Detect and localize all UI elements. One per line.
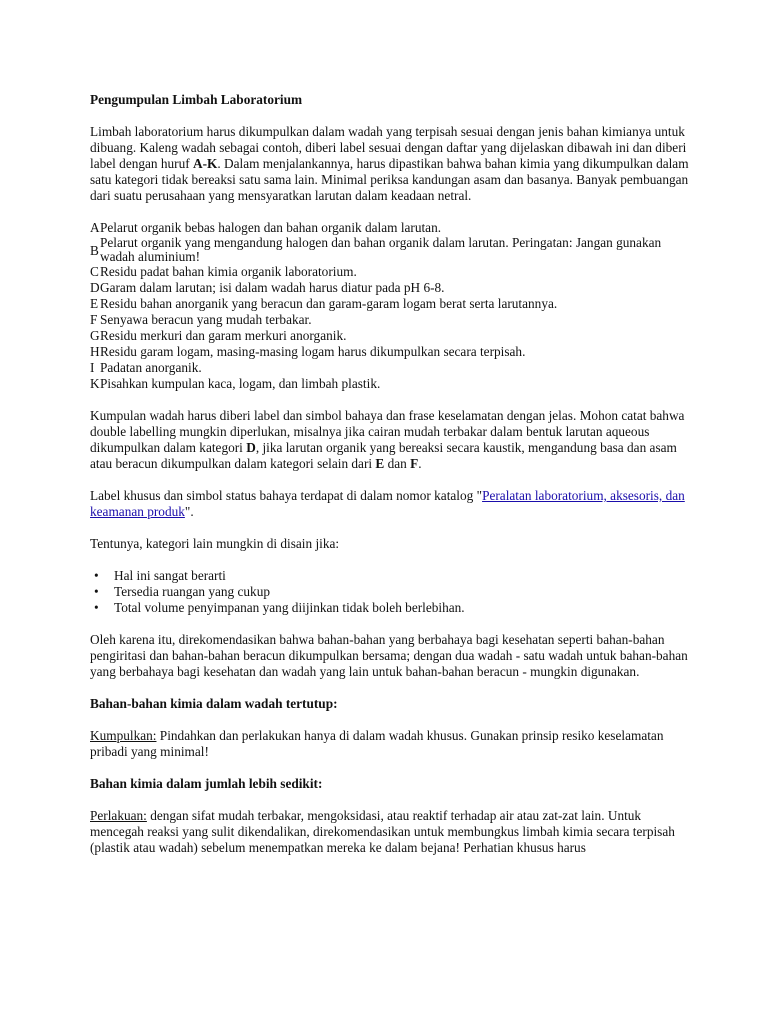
intro-paragraph: Limbah laboratorium harus dikumpulkan dalam wadah yang terpisah sesuai dengan jenis bahan kimianya untuk dibuang. Kaleng wadah sebagai contoh, diberi label sesuai dengan daftar yang dijelaskan dibawah ini dan diberi label dengan huruf A-K. Dalam menjalankannya, harus dipastikan bahwa bahan kimia yang dikumpulkan dalam satu kategori tidak bereaksi satu sama lain. Minimal periksa kandungan asam dan basanya. Banyak pembuangan dari suatu perusahaan yang mensyaratkan larutan dalam keadaan netral.	[90, 124, 689, 203]
list-item: • Hal ini sangat berarti	[114, 568, 690, 584]
collect-label: Kumpulkan:	[90, 728, 157, 743]
collect-paragraph: Kumpulkan: Pindahkan dan perlakukan hanya di dalam wadah khusus. Gunakan prinsip resiko keselamatan pribadi yang minimal!	[90, 728, 664, 759]
category-item-d	[90, 280, 690, 296]
category-letter: A	[90, 220, 100, 235]
category-text: Residu merkuri dan garam merkuri anorganik.	[100, 328, 347, 343]
category-range: A-K	[193, 156, 218, 171]
other-categories-intro: Tentunya, kategori lain mungkin di disain jika:	[90, 536, 340, 551]
small-quantities-heading: Bahan kimia dalam jumlah lebih sedikit:	[90, 776, 323, 791]
recommendation-paragraph: Oleh karena itu, direkomendasikan bahwa bahan-bahan yang berbahaya bagi kesehatan seperti bahan-bahan pengiritasi dan bahan-bahan beracun dikumpulkan bersama; dengan dua wadah - satu wadah untuk bahan-bahan yang berbahaya bagi kesehatan dan wadah yang lain untuk bahan-bahan beracun - mungkin digunakan.	[90, 632, 688, 679]
category-letter: G	[90, 328, 100, 343]
category-text: Pisahkan kumpulan kaca, logam, dan limbah plastik.	[100, 376, 381, 391]
category-text: Garam dalam larutan; isi dalam wadah harus diatur pada pH 6-8.	[100, 280, 445, 295]
category-text: Padatan anorganik.	[100, 360, 202, 375]
labeling-paragraph: Kumpulan wadah harus diberi label dan simbol bahaya dan frase keselamatan dengan jelas. Mohon catat bahwa double labelling mungkin diperlukan, misalnya jika cairan mudah terbakar dalam bentuk larutan aqueous dikumpulkan dalam kategori D, jika larutan organik yang bereaksi secara kaustik, mengandung basa dan asam atau beracun dikumpulkan dalam kategori selain dari E dan F.	[90, 408, 685, 471]
document-page	[90, 92, 690, 872]
category-letter: E	[90, 296, 99, 311]
category-item-a	[90, 220, 690, 236]
category-text: Pelarut organik bebas halogen dan bahan organik dalam larutan.	[100, 220, 442, 235]
category-item-g	[90, 328, 690, 344]
category-e-ref: E	[375, 456, 385, 471]
category-text: Senyawa beracun yang mudah terbakar.	[100, 312, 312, 327]
category-item-k	[90, 376, 690, 392]
category-f-ref: F	[410, 456, 419, 471]
category-item-e	[90, 296, 690, 312]
category-letter: D	[90, 280, 100, 295]
category-letter: H	[90, 344, 100, 359]
catalog-paragraph: Label khusus dan simbol status bahaya terdapat di dalam nomor katalog "Peralatan laboratorium, aksesoris, dan keamanan produk".	[90, 488, 685, 519]
category-item-f	[90, 312, 690, 328]
category-letter: K	[90, 376, 100, 391]
list-item: • Total volume penyimpanan yang diijinkan tidak boleh berlebihan.	[114, 600, 690, 616]
page-title: Pengumpulan Limbah Laboratorium	[90, 92, 303, 107]
category-text: Residu bahan anorganik yang beracun dan garam-garam logam berat serta larutannya.	[100, 296, 558, 311]
category-letter: F	[90, 312, 98, 327]
catalog-link[interactable]: Peralatan laboratorium, aksesoris, dan keamanan produk	[90, 488, 685, 519]
treatment-paragraph: Perlakuan: dengan sifat mudah terbakar, mengoksidasi, atau reaktif terhadap air atau zat-zat lain. Untuk mencegah reaksi yang sulit dikendalikan, direkomendasikan untuk membungkus limbah kimia secara terpisah (plastik atau wadah) sebelum menempatkan mereka ke dalam bejana! Perhatian khusus harus	[90, 808, 675, 855]
category-letter: I	[90, 360, 95, 375]
conditions-list	[90, 568, 690, 616]
category-item-b	[90, 236, 690, 264]
category-text: Pelarut organik yang mengandung halogen dan bahan organik dalam larutan. Peringatan: Jangan gunakan wadah aluminium!	[100, 235, 662, 264]
list-item: • Tersedia ruangan yang cukup	[114, 584, 690, 600]
category-letter: B	[90, 243, 99, 258]
category-item-c	[90, 264, 690, 280]
category-letter: C	[90, 264, 99, 279]
category-text: Residu garam logam, masing-masing logam harus dikumpulkan secara terpisah.	[100, 344, 526, 359]
treatment-label: Perlakuan:	[90, 808, 147, 823]
category-text: Residu padat bahan kimia organik laboratorium.	[100, 264, 357, 279]
category-item-i	[90, 360, 690, 376]
category-d-ref: D	[246, 440, 256, 455]
closed-containers-heading: Bahan-bahan kimia dalam wadah tertutup:	[90, 696, 338, 711]
category-item-h	[90, 344, 690, 360]
category-list	[90, 220, 690, 392]
